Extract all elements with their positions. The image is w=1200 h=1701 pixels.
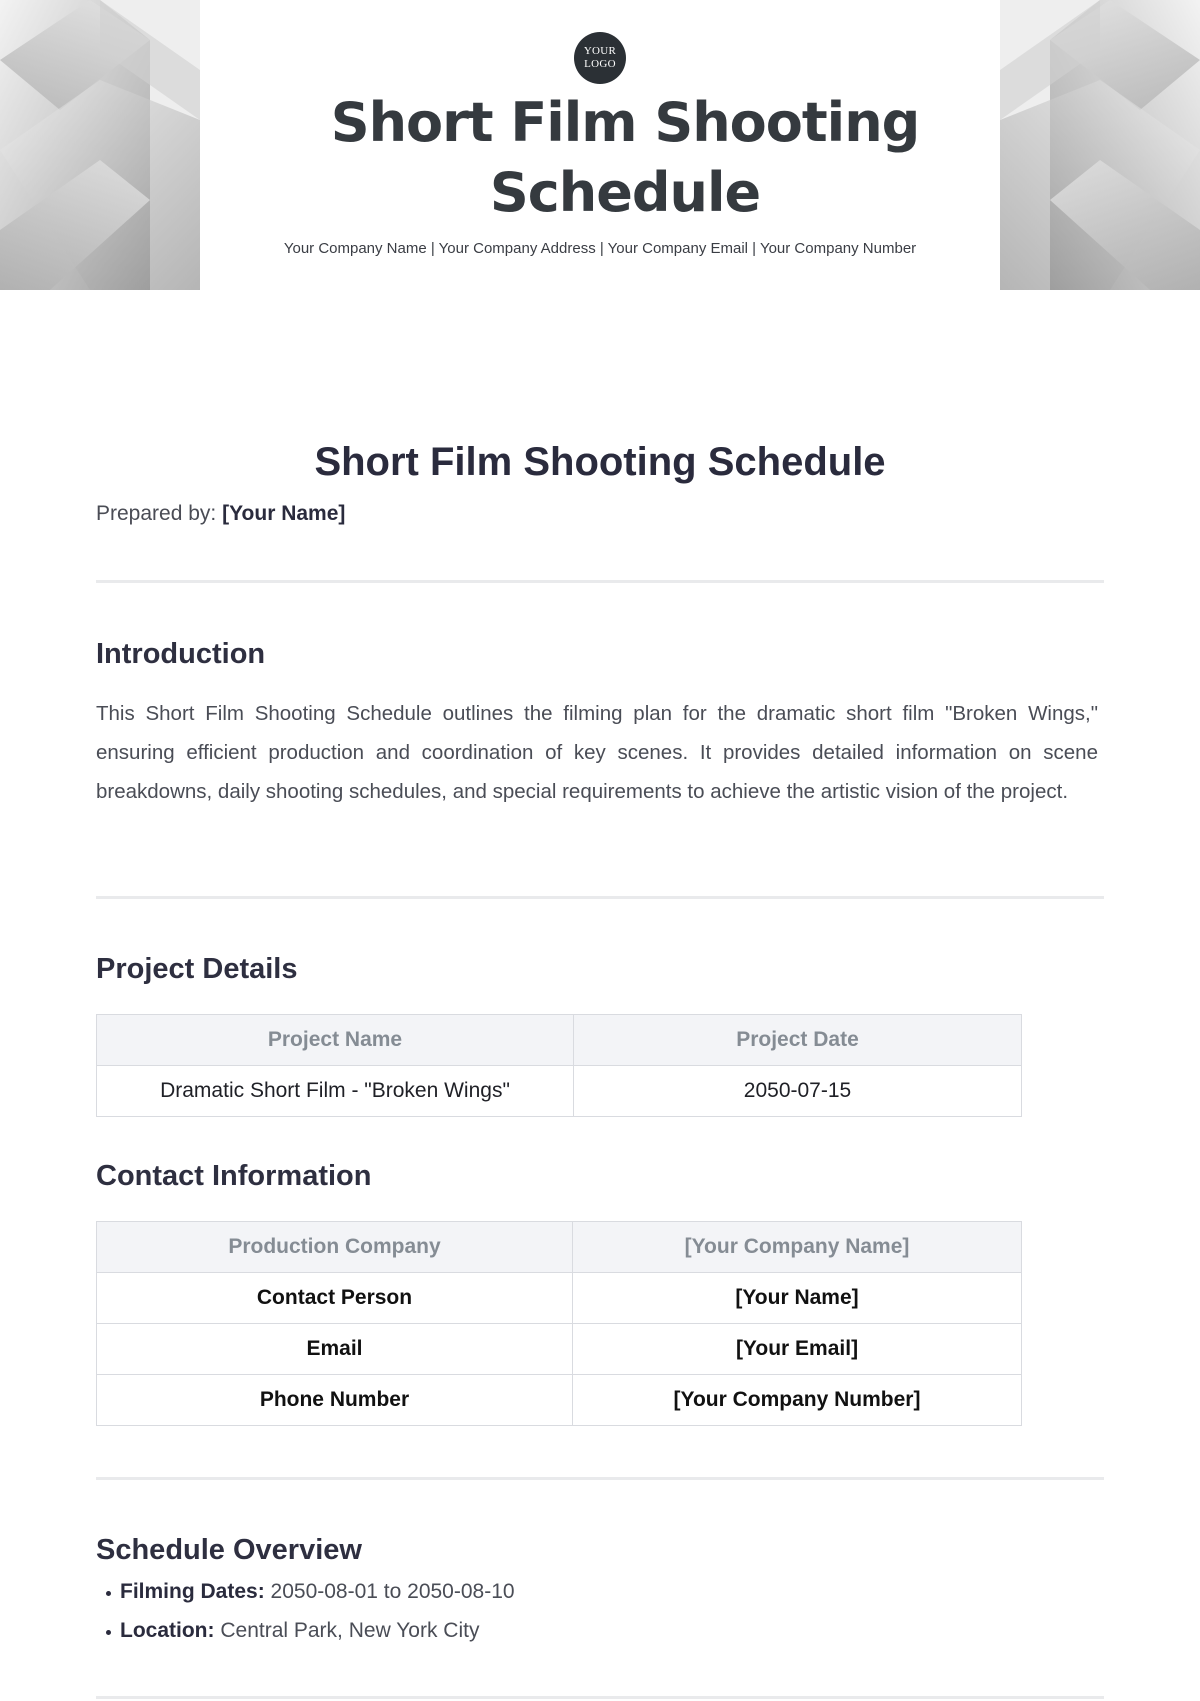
project-details-heading: Project Details bbox=[96, 953, 298, 985]
list-item bbox=[96, 1572, 515, 1611]
prepared-by bbox=[96, 502, 345, 526]
decorative-geometric-pattern-right bbox=[1000, 0, 1200, 290]
company-info-line: Your Company Name | Your Company Address | Your Company Email | Your Company Number bbox=[283, 240, 917, 257]
project-details-table bbox=[96, 1014, 1022, 1117]
table-header-row bbox=[97, 1015, 1022, 1066]
table-cell: Contact Person bbox=[97, 1273, 573, 1324]
table-cell: [Your Company Number] bbox=[573, 1375, 1022, 1426]
decorative-geometric-pattern-left bbox=[0, 0, 200, 290]
list-item-value: 2050-08-01 to 2050-08-10 bbox=[270, 1580, 515, 1603]
table-row bbox=[97, 1066, 1022, 1117]
introduction-text: This Short Film Shooting Schedule outlines the filming plan for the dramatic short film "Broken Wings," ensuring efficient production and coordination of key scenes. It provides detailed information on scene breakdowns, daily shooting schedules, and special requirements to achieve the artistic vision of the project. bbox=[96, 702, 1098, 803]
contact-information-table bbox=[96, 1221, 1022, 1426]
column-header: Project Name bbox=[97, 1015, 574, 1066]
table-cell: [Your Name] bbox=[573, 1273, 1022, 1324]
document-title: Short Film Shooting Schedule bbox=[314, 440, 886, 484]
schedule-overview-list bbox=[96, 1572, 515, 1650]
table-cell: Phone Number bbox=[97, 1375, 573, 1426]
section-divider bbox=[96, 580, 1104, 583]
table-row bbox=[97, 1273, 1022, 1324]
list-item-label: Filming Dates: bbox=[120, 1580, 265, 1603]
column-header: Project Date bbox=[574, 1015, 1022, 1066]
list-item-value: Central Park, New York City bbox=[220, 1619, 480, 1642]
page-header bbox=[0, 0, 1200, 290]
table-cell: [Your Email] bbox=[573, 1324, 1022, 1375]
introduction-heading: Introduction bbox=[96, 638, 266, 670]
table-header-row bbox=[97, 1222, 1022, 1273]
section-divider bbox=[96, 896, 1104, 899]
header-title: Short Film Shooting Schedule bbox=[330, 91, 920, 224]
table-row bbox=[97, 1324, 1022, 1375]
section-divider bbox=[96, 1696, 1104, 1699]
contact-information-heading: Contact Information bbox=[96, 1160, 372, 1192]
table-row bbox=[97, 1375, 1022, 1426]
prepared-by-value: [Your Name] bbox=[222, 502, 346, 525]
company-logo bbox=[574, 32, 626, 84]
table-cell: Email bbox=[97, 1324, 573, 1375]
column-header: [Your Company Name] bbox=[573, 1222, 1022, 1273]
table-cell: 2050-07-15 bbox=[574, 1066, 1022, 1117]
list-item bbox=[96, 1611, 515, 1650]
table-cell: Dramatic Short Film - "Broken Wings" bbox=[97, 1066, 574, 1117]
section-divider bbox=[96, 1477, 1104, 1480]
logo-text: YOUR LOGO bbox=[583, 45, 617, 70]
column-header: Production Company bbox=[97, 1222, 573, 1273]
prepared-by-label: Prepared by: bbox=[96, 502, 217, 525]
schedule-overview-heading: Schedule Overview bbox=[96, 1534, 362, 1566]
list-item-label: Location: bbox=[120, 1619, 215, 1642]
